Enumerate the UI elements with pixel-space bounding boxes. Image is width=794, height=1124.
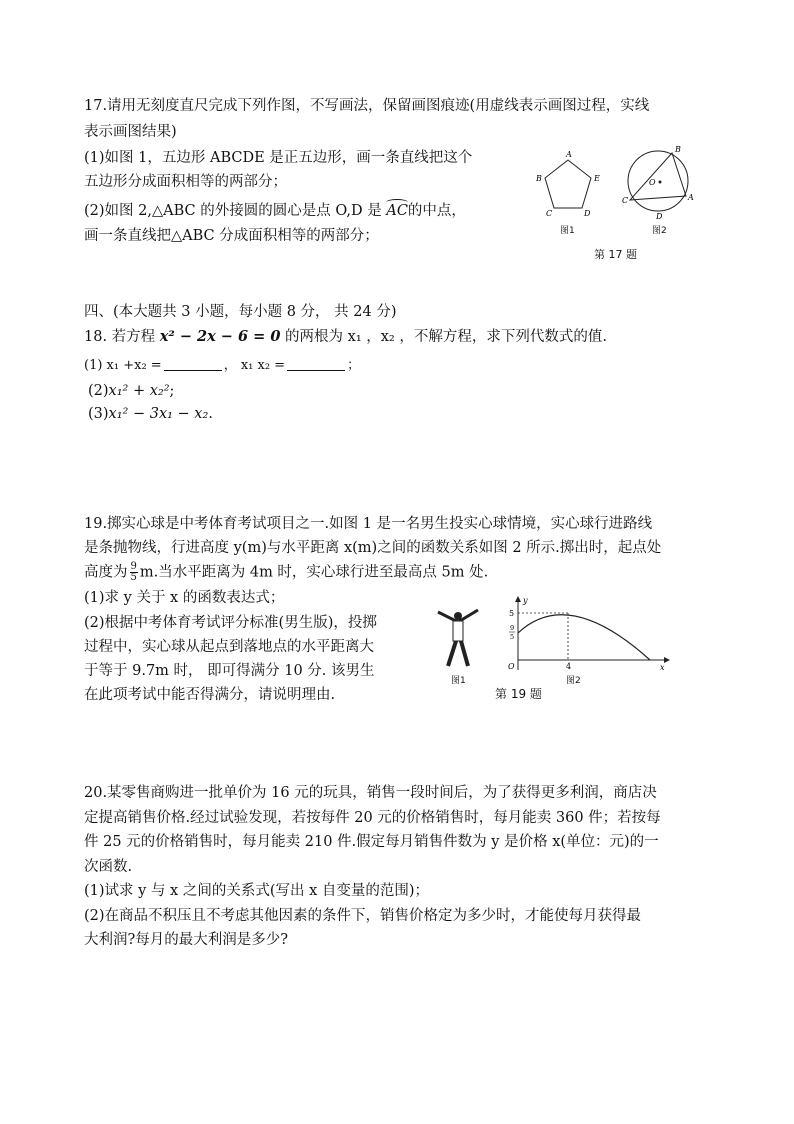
q17-figure2-circle [620,140,700,225]
q18-part1-c: ； [347,358,361,373]
q17-fig2-caption: 图2 [652,226,667,236]
q18-part3-end: . [208,406,213,422]
q19-frac-den: 5 [130,572,137,583]
q20-line3: 件 25 元的价格销售时，每月能卖 210 件.假定每月销售件数为 y 是价格 x(单位：元)的一 [84,834,659,850]
thrower-torso [453,621,463,641]
q18-part2 [88,381,174,401]
tick-y-top: 5 [509,609,515,618]
axis-label-y: y [523,596,528,605]
q18-part3-label: (3) [88,406,109,422]
pentagon-label-d: D [584,209,591,218]
circle-label-d: D [656,212,663,221]
q19-figure1-thrower [434,606,484,671]
circle-label-b: B [675,145,681,154]
triangle-abc [630,153,686,200]
q18-blank-product[interactable] [287,356,345,371]
q17-fig1-caption: 图1 [560,226,575,236]
circle-label-o: O [649,178,656,187]
q19-part2-line1: (2)根据中考体育考试评分标准(男生版)，投掷 [84,615,377,631]
q19-line3-a: 高度为 [84,564,128,581]
q18-stem [84,327,607,347]
q18-part1 [84,356,360,376]
q17-line2: 表示画图结果) [84,124,177,140]
origin-label: O [508,662,515,671]
x-axis-arrow [664,657,670,663]
q19-fraction [130,562,138,583]
q17-part1-line1: (1)如图 1，五边形 ABCDE 是正五边形，画一条直线把这个 [84,150,473,166]
q19-figure-title: 第 19 题 [495,687,542,701]
q18-stem-b: 的两根为 x₁ ，x₂ ，不解方程，求下列代数式的值. [280,329,607,345]
q19-part2-line3: 于等于 9.7m 时， 即可得满分 10 分. 该男生 [84,663,375,679]
pentagon-label-e: E [594,174,600,183]
pentagon-label-a: A [566,150,572,159]
circle-label-a: A [688,193,694,202]
q20-part2-line1: (2)在商品不积压且不考虑其他因素的条件下，销售价格定为多少时，才能使每月获得最 [84,908,642,924]
q19-line3-b: m.当水平距离为 4m 时，实心球行进至最高点 5m 处. [139,564,489,581]
q18-part3 [88,404,213,424]
q17-part2-text-b: 的中点， [407,203,466,219]
pentagon-label-b: B [536,174,542,183]
q18-part1-b: ， x₁ x₂ = [223,358,286,373]
q18-part3-expr: x₁² − 3x₁ − x₂ [108,406,209,422]
q17-line1: 17.请用无刻度直尺完成下列作图，不写画法，保留画图痕迹(用虚线表示画图过程，实线 [84,98,650,114]
arc-ac: AC [386,203,408,219]
q18-blank-sum[interactable] [164,356,222,371]
q17-part2-text-a: (2)如图 2,△ABC 的外接圆的圆心是点 O,D 是 [84,203,387,219]
circumcircle [628,151,688,211]
q19-frac-num: 9 [130,561,137,572]
q19-fig1-caption: 图1 [451,676,466,686]
q19-line1: 19.掷实心球是中考体育考试项目之一.如图 1 是一名男生投实心球情境，实心球行进路线 [84,516,653,532]
q19-part2-line2: 过程中，实心球从起点到落地点的水平距离大 [84,639,374,655]
tick-y-frac-den: 5 [510,633,515,641]
thrower-legs [448,641,468,666]
q20-part2-line2: 大利润?每月的最大利润是多少? [84,932,289,948]
q19-figure2-graph [500,594,672,676]
tick-y-frac-num: 9 [510,624,515,632]
q17-part2-line1 [84,201,466,221]
q20-line4: 次函数. [84,859,133,875]
section4-heading: 四、(本大题共 3 小题，每小题 8 分， 共 24 分) [84,304,397,320]
q19-fig2-caption: 图2 [566,676,581,686]
circle-label-c: C [622,196,629,205]
parabola-curve [518,615,650,660]
q18-part2-expr: x₁² + x₂² [108,383,170,399]
pentagon-shape [545,160,591,208]
q17-part2-line2: 画一条直线把△ABC 分成面积相等的两部分； [84,228,379,244]
tick-x-4: 4 [566,662,572,671]
q18-equation: x² − 2x − 6 = 0 [159,328,281,345]
q17-figure-title: 第 17 题 [594,248,637,261]
q18-part1-a: (1) x₁ +x₂ = [84,358,162,373]
q18-part2-label: (2) [88,383,109,399]
q18-part2-end: ; [169,383,175,399]
q20-line1: 20.某零售商购进一批单价为 16 元的玩具，销售一段时间后，为了获得更多利润，商店决 [84,785,657,801]
pentagon-label-c: C [546,209,553,218]
axis-label-x: x [660,663,665,672]
center-point [659,181,662,184]
q19-part2-line4: 在此项考试中能否得满分，请说明理由. [84,687,336,703]
q19-line2: 是条抛物线，行进高度 y(m)与水平距离 x(m)之间的函数关系如图 2 所示.掷出时，起点处 [84,540,662,556]
q19-line3 [84,562,488,583]
q18-stem-a: 18. 若方程 [84,329,160,345]
y-axis-arrow [515,596,521,602]
q20-line2: 定提高销售价格.经过试验发现，若按每件 20 元的价格销售时，每月能卖 360 件；若按每 [84,810,661,826]
q20-part1: (1)试求 y 与 x 之间的关系式(写出 x 自变量的范围)； [84,883,430,899]
q17-part1-line2: 五边形分成面积相等的两部分； [84,174,287,190]
q19-part1: (1)求 y 关于 x 的函数表达式； [84,590,285,606]
